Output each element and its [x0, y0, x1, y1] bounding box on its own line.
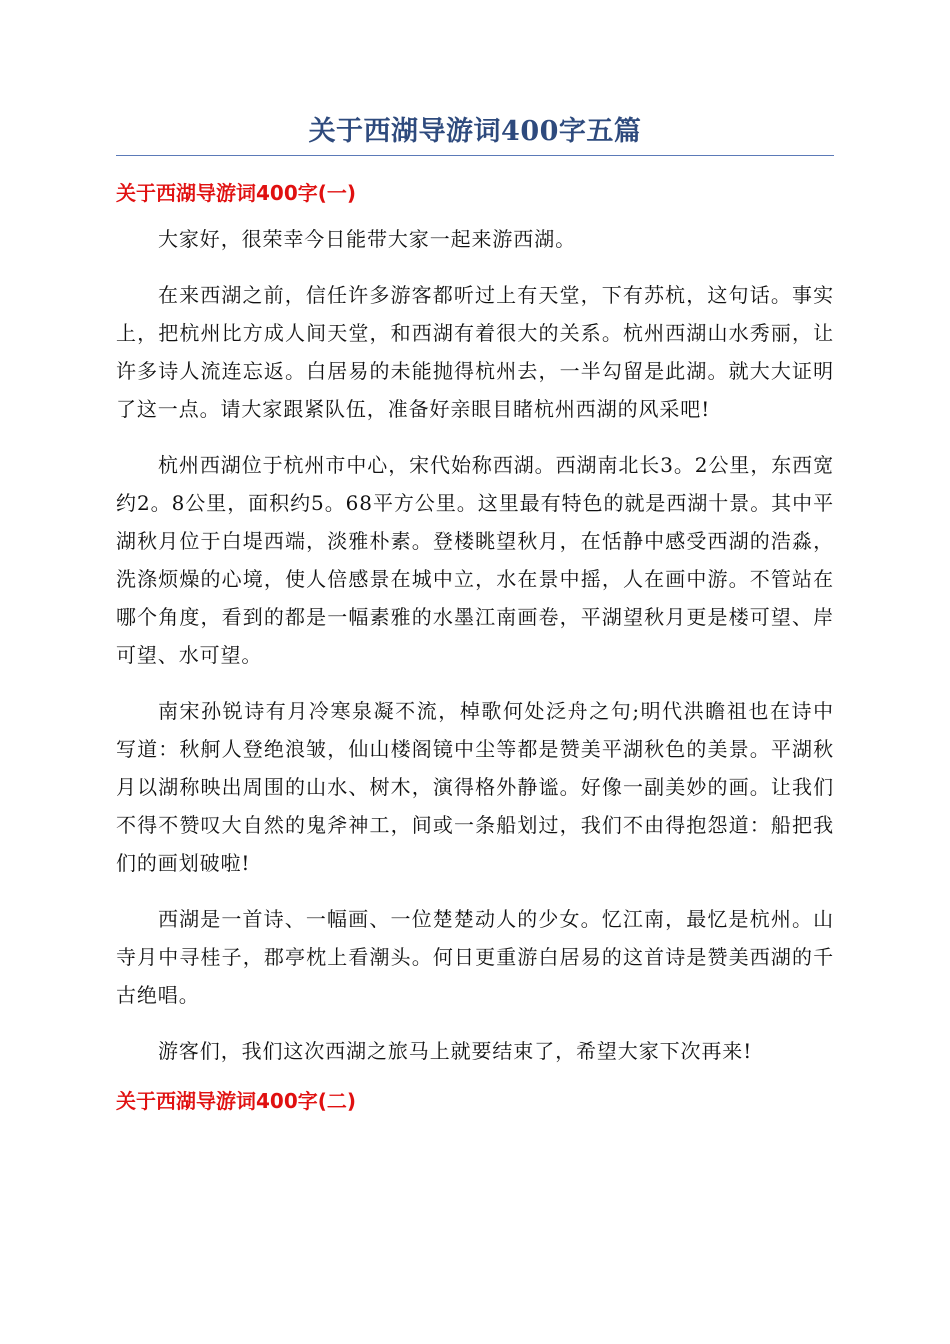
document-page: [116, 112, 834, 1116]
section-1-body: [116, 220, 834, 1070]
paragraph-5: 西湖是一首诗、一幅画、一位楚楚动人的少女。忆江南，最忆是杭州。山寺月中寻桂子，郡亭枕上看潮头。何日更重游白居易的这首诗是赞美西湖的千古绝唱。: [116, 907, 834, 1007]
paragraph-1: 大家好，很荣幸今日能带大家一起来游西湖。: [158, 227, 576, 251]
paragraph-2: 在来西湖之前，信任许多游客都听过上有天堂，下有苏杭，这句话。事实上，把杭州比方成人间天堂，和西湖有着很大的关系。杭州西湖山水秀丽，让许多诗人流连忘返。白居易的未能抛得杭州去，一半勾留是此湖。就大大证明了这一点。请大家跟紧队伍，准备好亲眼目睹杭州西湖的风采吧!: [116, 283, 834, 421]
title-underline: [116, 155, 834, 156]
paragraph-6: 游客们，我们这次西湖之旅马上就要结束了，希望大家下次再来!: [158, 1039, 753, 1063]
paragraph-4: 南宋孙锐诗有月冷寒泉凝不流，棹歌何处泛舟之句;明代洪瞻祖也在诗中写道：秋舸人登绝浪皱，仙山楼阁镜中尘等都是赞美平湖秋色的美景。平湖秋月以湖称映出周围的山水、树木，演得格外静谧。好像一副美妙的画。让我们不得不赞叹大自然的鬼斧神工，间或一条船划过，我们不由得抱怨道：船把我们的画划破啦!: [116, 699, 834, 875]
section-heading-1: 关于西湖导游词400字(一): [116, 181, 357, 205]
section-heading-2: 关于西湖导游词400字(二): [116, 1089, 357, 1113]
paragraph-3: 杭州西湖位于杭州市中心，宋代始称西湖。西湖南北长3。2公里，东西宽约2。8公里，面积约5。68平方公里。这里最有特色的就是西湖十景。其中平湖秋月位于白堤西端，淡雅朴素。登楼眺望秋月，在恬静中感受西湖的浩淼，洗涤烦燥的心境，使人倍感景在城中立，水在景中摇，人在画中游。不管站在哪个角度，看到的都是一幅素雅的水墨江南画卷，平湖望秋月更是楼可望、岸可望、水可望。: [116, 453, 834, 667]
document-title: 关于西湖导游词400字五篇: [308, 116, 642, 147]
